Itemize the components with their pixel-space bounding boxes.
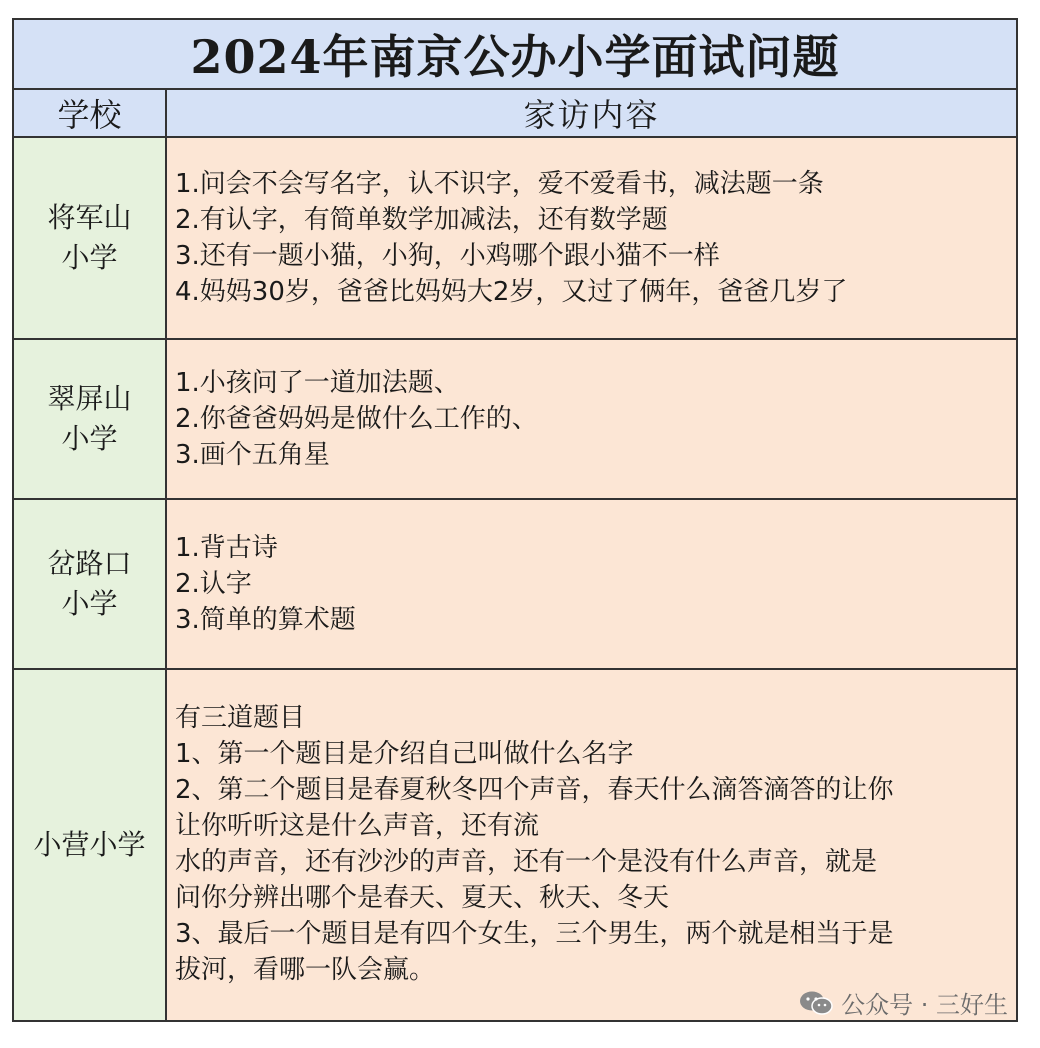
content-line: 拔河，看哪一队会赢。 bbox=[175, 955, 436, 985]
content-line: 2.有认字，有简单数学加减法，还有数学题 bbox=[175, 205, 668, 235]
content-cell bbox=[167, 670, 1016, 1020]
table-title-row bbox=[14, 20, 1016, 90]
content-cell bbox=[167, 340, 1016, 498]
interview-table bbox=[12, 18, 1018, 1022]
content-line: 3.简单的算术题 bbox=[175, 605, 356, 635]
school-name-line1: 将军山 bbox=[47, 201, 132, 234]
content-line: 让你听听这是什么声音，还有流 bbox=[175, 811, 540, 841]
content-line: 4.妈妈30岁，爸爸比妈妈大2岁，又过了俩年，爸爸几岁了 bbox=[175, 277, 848, 307]
school-name-line1: 翠屏山 bbox=[47, 382, 132, 415]
content-line: 3、最后一个题目是有四个女生，三个男生，两个就是相当于是 bbox=[175, 919, 894, 949]
content-line: 有三道题目 bbox=[175, 703, 306, 733]
table-header-row bbox=[14, 90, 1016, 138]
table-row-jiangjunshan bbox=[14, 138, 1016, 340]
content-line: 问你分辨出哪个是春天、夏天、秋天、冬天 bbox=[175, 883, 670, 913]
table-row-cuipingshan bbox=[14, 340, 1016, 500]
school-cell bbox=[14, 500, 167, 668]
page-title: 2024年南京公办小学面试问题 bbox=[190, 30, 840, 84]
school-cell bbox=[14, 340, 167, 498]
content-line: 1、第一个题目是介绍自己叫做什么名字 bbox=[175, 739, 634, 769]
school-name-line1: 小营小学 bbox=[33, 828, 146, 861]
content-cell bbox=[167, 500, 1016, 668]
content-line: 2.你爸爸妈妈是做什么工作的、 bbox=[175, 404, 538, 434]
school-cell bbox=[14, 670, 167, 1020]
school-name-line1: 岔路口 bbox=[47, 547, 132, 580]
content-line: 2、第二个题目是春夏秋冬四个声音，春天什么滴答滴答的让你 bbox=[175, 775, 894, 805]
content-line: 3.还有一题小猫，小狗，小鸡哪个跟小猫不一样 bbox=[175, 241, 720, 271]
school-name-line2: 小学 bbox=[61, 587, 118, 620]
school-name-line2: 小学 bbox=[61, 422, 118, 455]
content-line: 1.背古诗 bbox=[175, 533, 278, 563]
content-cell bbox=[167, 138, 1016, 338]
school-name-line2: 小学 bbox=[61, 241, 118, 274]
wechat-icon bbox=[799, 990, 833, 1016]
school-cell bbox=[14, 138, 167, 338]
watermark-text: 公众号 · 三好生 bbox=[841, 991, 1008, 1019]
header-content: 家访内容 bbox=[167, 90, 1016, 136]
content-line: 1.小孩问了一道加法题、 bbox=[175, 368, 460, 398]
table-row-xiaoying bbox=[14, 670, 1016, 1020]
content-line: 水的声音，还有沙沙的声音，还有一个是没有什么声音，就是 bbox=[175, 847, 878, 877]
content-line: 2.认字 bbox=[175, 569, 252, 599]
header-school: 学校 bbox=[14, 90, 167, 136]
content-line: 3.画个五角星 bbox=[175, 440, 330, 470]
table-row-chalukou bbox=[14, 500, 1016, 670]
content-line: 1.问会不会写名字，认不识字，爱不爱看书，减法题一条 bbox=[175, 169, 824, 199]
watermark bbox=[799, 985, 1008, 1020]
